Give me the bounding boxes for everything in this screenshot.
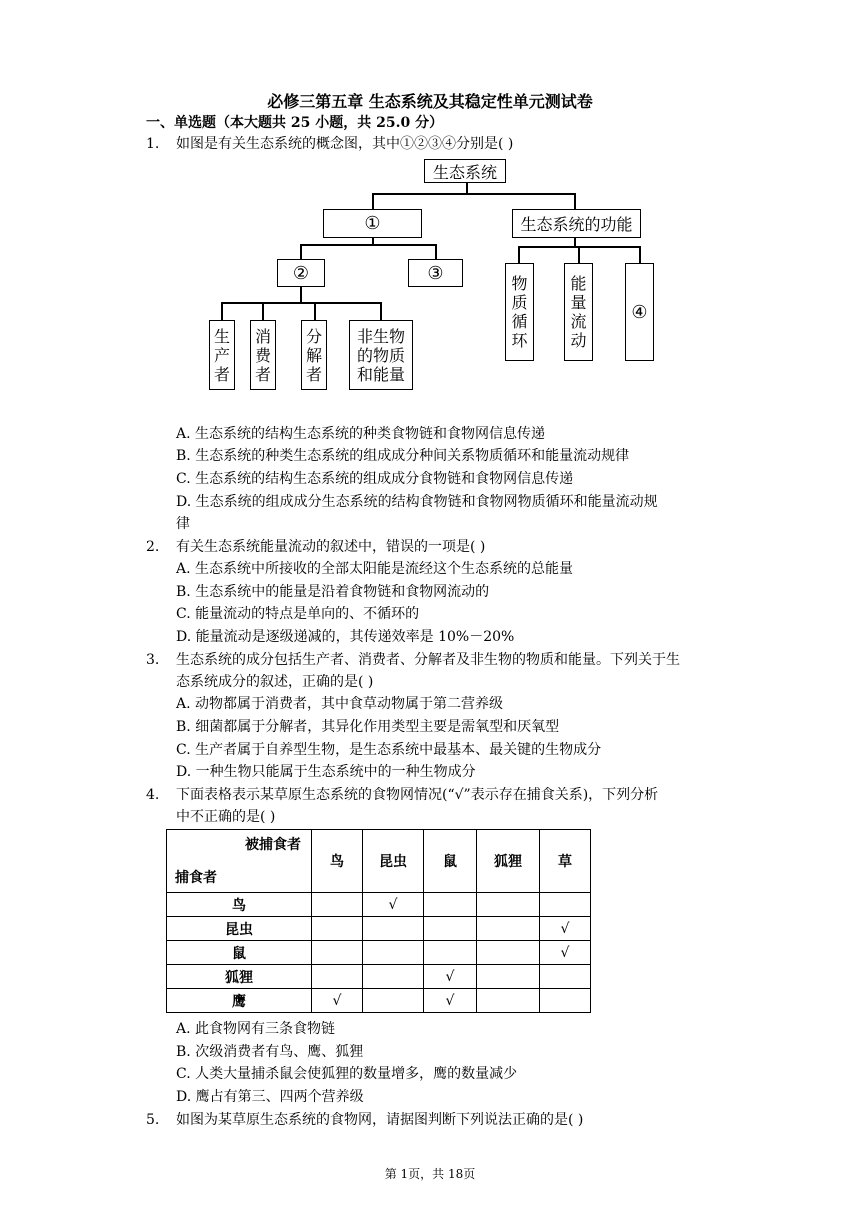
matter-char: 循 xyxy=(511,312,528,331)
connector-line xyxy=(574,193,576,209)
table-row xyxy=(167,917,591,941)
table-cell xyxy=(540,965,591,989)
table-cell: √ xyxy=(424,989,477,1013)
q4-stem-line1: 下面表格表示某草原生态系统的食物网情况(“√”表示存在捕食关系)，下列分析 xyxy=(176,787,659,803)
table-cell xyxy=(312,965,363,989)
table-cell xyxy=(477,917,540,941)
q1-option-b: B. 生态系统的种类生态系统的组成成分种间关系物质循环和能量流动规律 xyxy=(176,448,630,464)
q3-stem-line1: 生态系统的成分包括生产者、消费者、分解者及非生物的物质和能量。下列关于生 xyxy=(176,652,680,668)
table-cell: √ xyxy=(424,965,477,989)
producer-char: 生 xyxy=(213,326,230,346)
connector-line xyxy=(578,246,580,263)
q1-number: 1. xyxy=(146,136,160,152)
connector-line xyxy=(639,246,641,263)
node-3: ③ xyxy=(408,259,463,287)
q3-stem-line2: 态系统成分的叙述，正确的是( ) xyxy=(176,674,374,690)
q5-number: 5. xyxy=(146,1112,160,1128)
row-header: 鹰 xyxy=(167,989,312,1013)
connector-line xyxy=(518,246,520,263)
node-energy-flow xyxy=(564,263,593,361)
connector-line xyxy=(300,244,302,259)
q5-stem: 如图为某草原生态系统的食物网，请据图判断下列说法正确的是( ) xyxy=(176,1112,584,1128)
q3-option-c: C. 生产者属于自养型生物，是生态系统中最基本、最关键的生物成分 xyxy=(176,742,602,758)
q3-option-b: B. 细菌都属于分解者，其异化作用类型主要是需氧型和厌氧型 xyxy=(176,719,560,735)
matter-char: 物 xyxy=(511,274,528,293)
table-cell xyxy=(312,917,363,941)
row-header: 鸟 xyxy=(167,893,312,917)
matter-char: 质 xyxy=(511,293,528,312)
table-cell xyxy=(363,965,424,989)
connector-line xyxy=(380,302,382,320)
connector-line xyxy=(221,302,381,304)
q4-option-b: B. 次级消费者有鸟、鹰、狐狸 xyxy=(176,1044,364,1060)
table-cell: √ xyxy=(363,893,424,917)
table-cell xyxy=(540,989,591,1013)
q2-option-b: B. 生态系统中的能量是沿着食物链和食物网流动的 xyxy=(176,584,490,600)
column-header: 鸟 xyxy=(312,830,363,893)
node-ecosystem-function: 生态系统的功能 xyxy=(512,209,641,238)
consumer-char: 费 xyxy=(254,345,271,365)
row-header: 昆虫 xyxy=(167,917,312,941)
q4-option-d: D. 鹰占有第三、四两个营养级 xyxy=(176,1089,364,1105)
column-header: 昆虫 xyxy=(363,830,424,893)
node-2: ② xyxy=(277,259,325,287)
prey-label: 被捕食者 xyxy=(245,837,301,853)
table-cell xyxy=(477,965,540,989)
q3-option-d: D. 一种生物只能属于生态系统中的一种生物成分 xyxy=(176,764,476,780)
page-footer: 第 1页，共 18页 xyxy=(384,1167,476,1181)
node-ecosystem: 生态系统 xyxy=(424,159,506,183)
consumer-char: 消 xyxy=(254,326,271,346)
table-cell xyxy=(363,917,424,941)
energy-char: 量 xyxy=(570,293,587,312)
connector-line xyxy=(221,302,223,320)
energy-char: 能 xyxy=(570,274,587,293)
q1-stem: 如图是有关生态系统的概念图，其中①②③④分别是( ) xyxy=(176,136,514,152)
table-header-row xyxy=(167,830,591,893)
connector-line xyxy=(372,193,374,209)
consumer-char: 者 xyxy=(254,364,271,384)
connector-line xyxy=(300,287,302,303)
decomposer-char: 解 xyxy=(305,345,322,365)
q3-number: 3. xyxy=(146,652,160,668)
abiotic-line: 的物质 xyxy=(356,345,405,365)
page-title: 必修三第五章 生态系统及其稳定性单元测试卷 xyxy=(267,92,593,111)
node-1: ① xyxy=(323,209,422,238)
q4-option-a: A. 此食物网有三条食物链 xyxy=(176,1021,336,1037)
table-row xyxy=(167,989,591,1013)
q4-option-c: C. 人类大量捕杀鼠会使狐狸的数量增多，鹰的数量减少 xyxy=(176,1066,518,1082)
node-consumer xyxy=(250,320,276,390)
table-row xyxy=(167,941,591,965)
node-4: ④ xyxy=(625,263,654,361)
producer-char: 产 xyxy=(213,345,230,365)
producer-char: 者 xyxy=(213,364,230,384)
node-abiotic xyxy=(349,320,413,390)
table-cell xyxy=(424,917,477,941)
abiotic-line: 非生物 xyxy=(356,326,405,346)
q1-option-a: A. 生态系统的结构生态系统的种类食物链和食物网信息传递 xyxy=(176,426,546,442)
table-cell xyxy=(477,893,540,917)
row-header: 狐狸 xyxy=(167,965,312,989)
table-row xyxy=(167,893,591,917)
q1-option-d-cont: 律 xyxy=(176,516,190,532)
column-header: 草 xyxy=(540,830,591,893)
table-cell: √ xyxy=(312,989,363,1013)
table-cell xyxy=(477,989,540,1013)
table-cell xyxy=(312,893,363,917)
connector-line xyxy=(262,302,264,320)
table-cell: √ xyxy=(540,917,591,941)
table-cell xyxy=(363,941,424,965)
food-web-table xyxy=(166,829,591,1013)
connector-line xyxy=(314,302,316,320)
connector-line xyxy=(372,193,575,195)
abiotic-line: 和能量 xyxy=(356,364,405,384)
q3-option-a: A. 动物都属于消费者，其中食草动物属于第二营养级 xyxy=(176,696,504,712)
q2-option-c: C. 能量流动的特点是单向的、不循环的 xyxy=(176,606,420,622)
q4-stem-line2: 中不正确的是( ) xyxy=(176,809,276,825)
node-producer xyxy=(209,320,235,390)
column-header: 鼠 xyxy=(424,830,477,893)
energy-char: 动 xyxy=(570,331,587,350)
connector-line xyxy=(435,244,437,259)
q1-option-d: D. 生态系统的组成成分生态系统的结构食物链和食物网物质循环和能量流动规 xyxy=(176,494,658,510)
q2-option-d: D. 能量流动是逐级递减的，其传递效率是 10%－20% xyxy=(176,629,515,645)
table-cell xyxy=(424,893,477,917)
table-cell xyxy=(312,941,363,965)
energy-char: 流 xyxy=(570,312,587,331)
node-matter-cycle xyxy=(505,263,534,361)
node-decomposer xyxy=(301,320,327,390)
decomposer-char: 分 xyxy=(305,326,322,346)
q4-number: 4. xyxy=(146,787,160,803)
table-row xyxy=(167,965,591,989)
q2-number: 2. xyxy=(146,539,160,555)
q1-option-c: C. 生态系统的结构生态系统的组成成分食物链和食物网信息传递 xyxy=(176,471,574,487)
matter-char: 环 xyxy=(511,331,528,350)
row-header: 鼠 xyxy=(167,941,312,965)
q2-stem: 有关生态系统能量流动的叙述中，错误的一项是( ) xyxy=(176,539,486,555)
predator-label: 捕食者 xyxy=(175,870,217,886)
table-cell xyxy=(363,989,424,1013)
table-cell: √ xyxy=(540,941,591,965)
connector-line xyxy=(300,244,436,246)
table-cell xyxy=(424,941,477,965)
table-cell xyxy=(477,941,540,965)
q2-option-a: A. 生态系统中所接收的全部太阳能是流经这个生态系统的总能量 xyxy=(176,561,574,577)
decomposer-char: 者 xyxy=(305,364,322,384)
table-corner-cell xyxy=(167,830,312,893)
table-cell xyxy=(540,893,591,917)
section-heading: 一、单选题（本大题共 25 小题，共 25.0 分） xyxy=(146,115,444,131)
column-header: 狐狸 xyxy=(477,830,540,893)
